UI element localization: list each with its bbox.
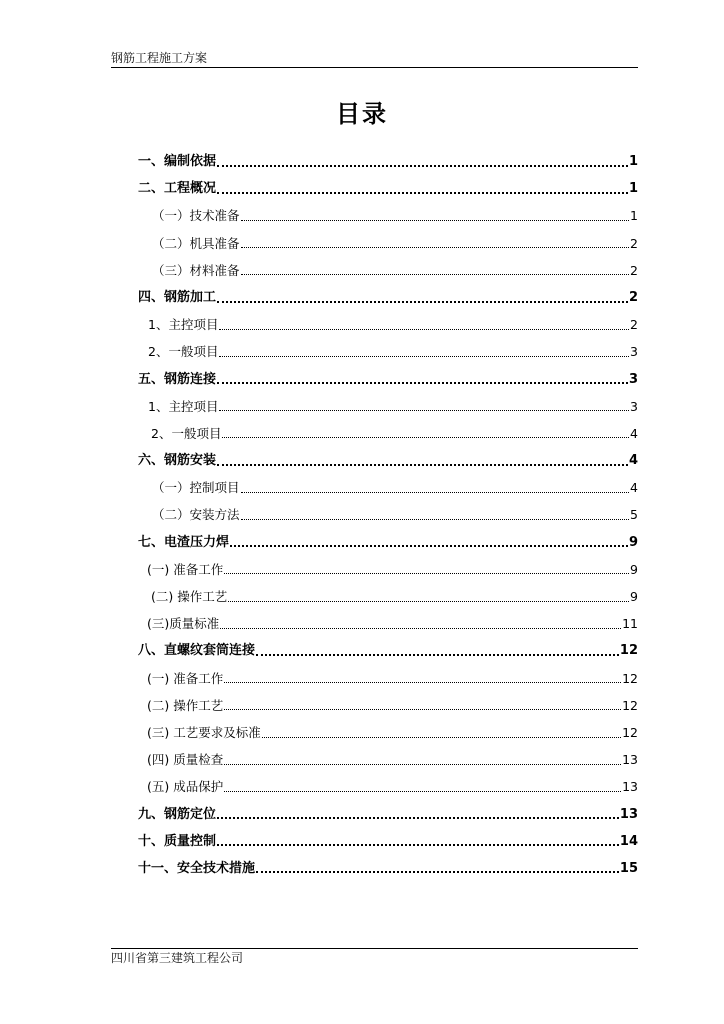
toc-entry-page-number: 9 [630, 589, 638, 604]
toc-entry-label: (二) 操作工艺 [151, 589, 228, 604]
toc-entry[interactable] [138, 284, 638, 311]
toc-entry[interactable] [138, 556, 638, 583]
toc-dot-leader [256, 863, 619, 873]
toc-dot-leader [217, 184, 628, 194]
toc-entry-page-number: 3 [630, 344, 638, 360]
toc-dot-leader [224, 564, 629, 574]
toc-entry-label: 一、编制依据 [138, 154, 217, 169]
toc-entry-label: 五、钢筋连接 [138, 371, 217, 387]
toc-entry-label: 十一、安全技术措施 [138, 860, 256, 876]
toc-entry-page-number: 1 [628, 181, 638, 197]
toc-entry[interactable] [138, 501, 638, 528]
toc-entry-page-number: 4 [630, 480, 638, 496]
toc-entry-label: (二) 操作工艺 [147, 697, 224, 713]
toc-entry-label: 1、主控项目 [148, 317, 219, 333]
toc-dot-leader [224, 782, 621, 792]
toc-entry[interactable] [138, 366, 638, 393]
toc-entry[interactable] [138, 637, 638, 664]
toc-entry-label: 1、主控项目 [148, 398, 219, 414]
toc-dot-leader [256, 646, 619, 656]
toc-entry[interactable] [138, 773, 638, 800]
toc-entry[interactable] [138, 175, 638, 202]
toc-dot-leader [241, 483, 630, 493]
toc-entry[interactable] [138, 692, 638, 719]
toc-entry-label: 九、钢筋定位 [138, 806, 217, 822]
toc-entry-label: (一) 准备工作 [147, 561, 224, 577]
toc-entry-page-number: 2 [628, 289, 638, 305]
toc-entry-label: 六、钢筋安装 [138, 453, 217, 469]
table-of-contents [138, 148, 638, 882]
toc-dot-leader [241, 238, 630, 248]
toc-dot-leader [217, 374, 628, 384]
toc-entry-label: (三) 工艺要求及标准 [147, 724, 261, 740]
toc-entry-page-number: 13 [619, 806, 638, 822]
header-divider [111, 67, 638, 68]
toc-entry[interactable] [138, 420, 638, 447]
toc-entry[interactable] [138, 583, 638, 610]
toc-entry-page-number: 2 [630, 235, 638, 251]
page-footer: 四川省第三建筑工程公司 [111, 951, 244, 965]
toc-entry[interactable] [138, 311, 638, 338]
toc-dot-leader [241, 211, 630, 221]
toc-entry-page-number: 2 [630, 317, 638, 333]
toc-dot-leader [219, 320, 629, 330]
toc-entry[interactable] [138, 719, 638, 746]
toc-dot-leader [219, 401, 629, 411]
toc-entry[interactable] [138, 148, 638, 175]
toc-entry[interactable] [138, 746, 638, 773]
toc-entry[interactable] [138, 447, 638, 474]
toc-entry-label: （一）控制项目 [152, 480, 240, 496]
toc-entry[interactable] [138, 855, 638, 882]
toc-entry-page-number: 14 [619, 833, 638, 849]
toc-entry-page-number: 1 [630, 208, 638, 224]
toc-dot-leader [241, 510, 630, 520]
toc-entry-label: 二、工程概况 [138, 181, 217, 197]
toc-entry-page-number: 12 [619, 643, 638, 659]
page-header: 钢筋工程施工方案 [111, 51, 208, 65]
toc-entry-page-number: 13 [622, 779, 638, 795]
toc-entry-label: 十、质量控制 [138, 833, 217, 849]
toc-entry-page-number: 13 [622, 752, 638, 768]
toc-entry-page-number: 9 [628, 534, 638, 550]
toc-entry-page-number: 12 [622, 670, 638, 686]
toc-entry-label: (五) 成品保护 [147, 779, 224, 795]
toc-entry[interactable] [138, 801, 638, 828]
toc-dot-leader [217, 157, 628, 167]
toc-entry-page-number: 15 [619, 860, 638, 876]
toc-entry-label: 八、直螺纹套筒连接 [138, 643, 256, 659]
toc-entry[interactable] [138, 393, 638, 420]
toc-entry-page-number: 5 [630, 507, 638, 523]
toc-entry-page-number: 1 [628, 154, 638, 169]
toc-entry[interactable] [138, 202, 638, 229]
toc-entry[interactable] [138, 828, 638, 855]
page-title: 目录 [336, 100, 388, 128]
toc-entry-label: 2、一般项目 [151, 425, 222, 441]
toc-entry-page-number: 12 [622, 697, 638, 713]
toc-entry[interactable] [138, 474, 638, 501]
toc-entry[interactable] [138, 230, 638, 257]
toc-dot-leader [217, 456, 628, 466]
toc-dot-leader [217, 836, 619, 846]
toc-entry-label: （三）材料准备 [152, 262, 240, 278]
toc-dot-leader [241, 265, 630, 275]
toc-entry-label: (一) 准备工作 [147, 670, 224, 686]
toc-dot-leader [220, 619, 621, 629]
toc-entry[interactable] [138, 338, 638, 365]
toc-entry[interactable] [138, 665, 638, 692]
toc-entry-label: 2、一般项目 [148, 344, 219, 360]
toc-dot-leader [228, 592, 629, 602]
toc-dot-leader [217, 293, 628, 303]
toc-entry-page-number: 2 [630, 262, 638, 278]
toc-entry-label: （二）机具准备 [152, 235, 240, 251]
toc-entry-page-number: 9 [630, 561, 638, 577]
toc-entry[interactable] [138, 257, 638, 284]
toc-entry-page-number: 3 [628, 371, 638, 387]
toc-dot-leader [222, 428, 629, 438]
toc-dot-leader [262, 728, 621, 738]
toc-dot-leader [224, 673, 621, 683]
toc-dot-leader [230, 537, 628, 547]
toc-entry-label: 七、电渣压力焊 [138, 534, 230, 550]
toc-entry-page-number: 4 [628, 453, 638, 469]
toc-dot-leader [224, 755, 621, 765]
toc-entry-page-number: 11 [622, 616, 638, 632]
toc-dot-leader [219, 347, 629, 357]
footer-divider [111, 948, 638, 949]
toc-dot-leader [217, 809, 619, 819]
toc-entry-page-number: 3 [630, 398, 638, 414]
toc-entry-label: （一）技术准备 [152, 208, 240, 224]
toc-entry-page-number: 12 [622, 724, 638, 740]
toc-dot-leader [224, 700, 621, 710]
toc-entry[interactable] [138, 610, 638, 637]
toc-entry-label: (四) 质量检查 [147, 752, 224, 768]
toc-entry-label: 四、钢筋加工 [138, 289, 217, 305]
toc-entry-label: （二）安装方法 [152, 507, 240, 523]
toc-entry-label: (三)质量标准 [147, 616, 220, 632]
toc-entry-page-number: 4 [630, 425, 638, 441]
toc-entry[interactable] [138, 529, 638, 556]
